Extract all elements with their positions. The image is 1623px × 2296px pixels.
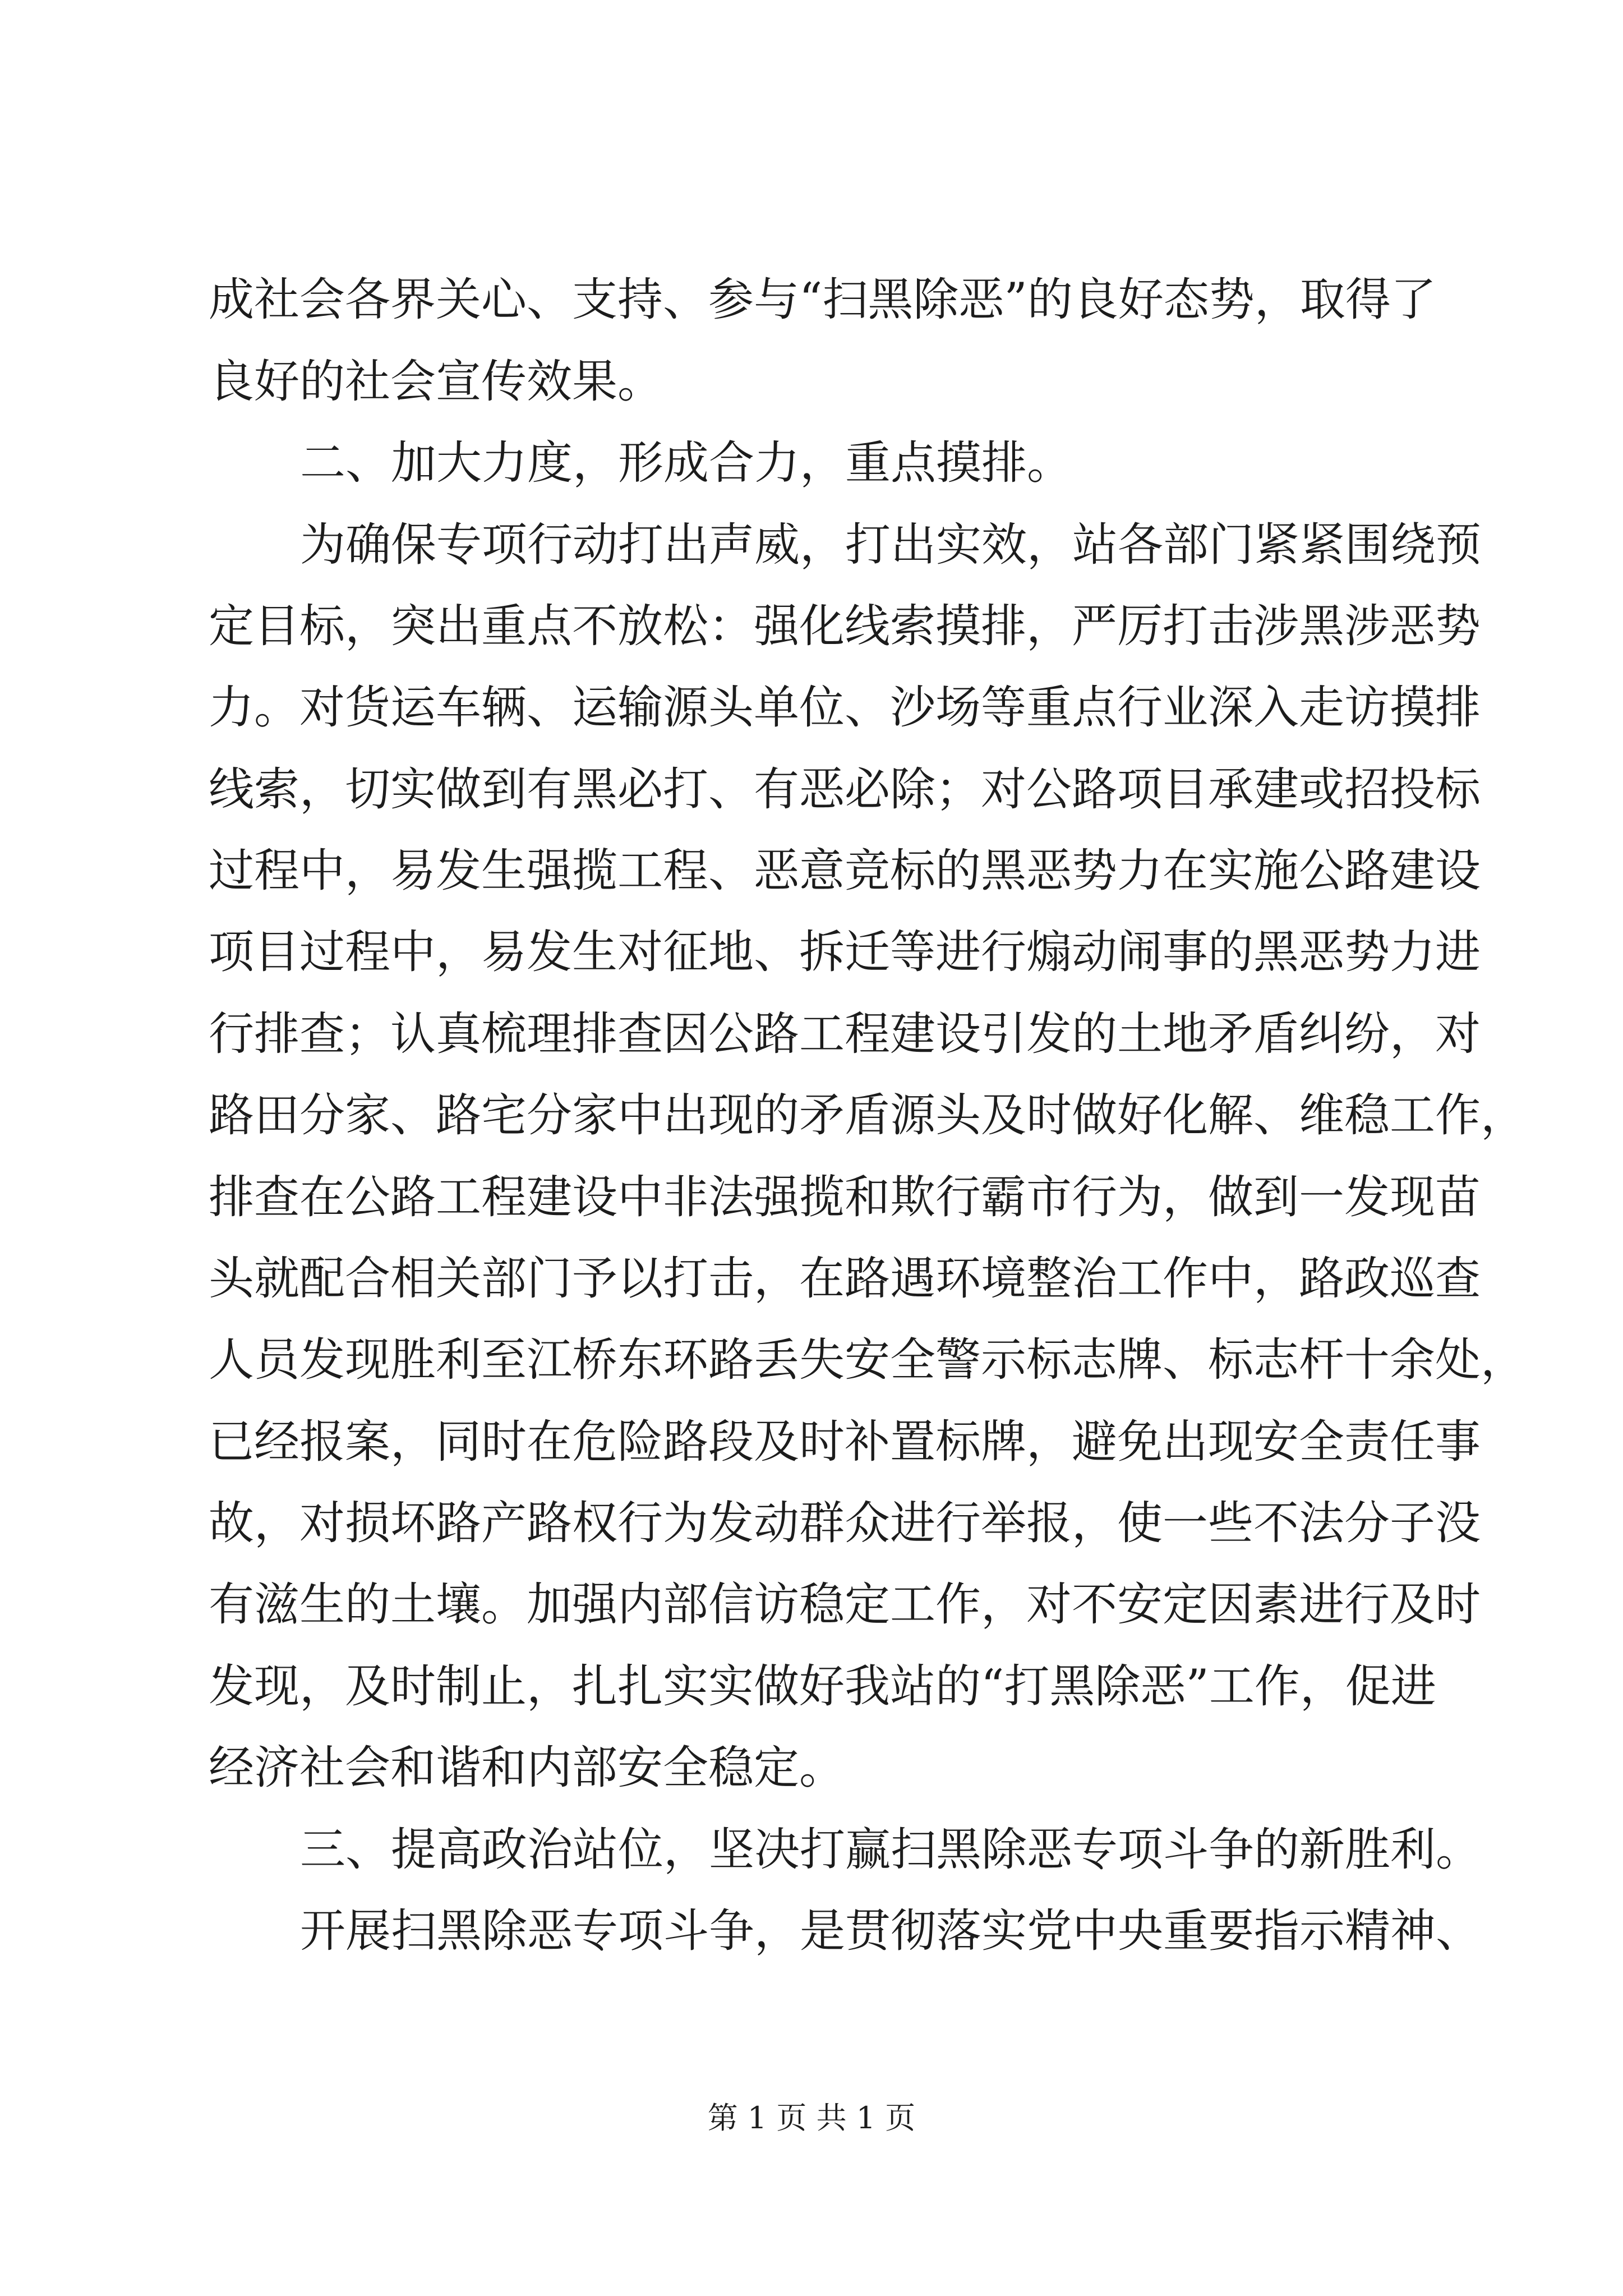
paragraph-line: 过程中，易发生强揽工程、恶意竞标的黑恶势力在实施公路建设 [209,845,1481,898]
paragraph-line: 排查在公路工程建设中非法强揽和欺行霸市行为，做到一发现苗 [209,1171,1481,1224]
paragraph-line: 成社会各界关心、支持、参与“扫黑除恶”的良好态势，取得了 [209,274,1436,326]
paragraph-line: 路田分家、路宅分家中出现的矛盾源头及时做好化解、维稳工作， [209,1089,1527,1142]
paragraph-line: 发现，及时制止，扎扎实实做好我站的“打黑除恶”工作，促进 [209,1660,1436,1713]
paragraph-line: 良好的社会宣传效果。 [209,356,663,408]
paragraph-line: 已经报案，同时在危险路段及时补置标牌，避免出现安全责任事 [209,1416,1481,1469]
paragraph-line: 经济社会和谐和内部安全稳定。 [209,1742,845,1795]
paragraph-line: 行排查；认真梳理排查因公路工程建设引发的土地矛盾纠纷，对 [209,1008,1481,1061]
paragraph-line: 人员发现胜利至江桥东环路丢失安全警示标志牌、标志杆十余处， [209,1334,1527,1387]
page-footer: 第 1 页 共 1 页 [707,2100,916,2136]
paragraph-line: 头就配合相关部门予以打击，在路遇环境整治工作中，路政巡查 [209,1253,1481,1305]
paragraph-line: 故，对损坏路产路权行为发动群众进行举报，使一些不法分子没 [209,1497,1481,1550]
section-heading: 三、提高政治站位，坚决打赢扫黑除恶专项斗争的新胜利。 [300,1824,1482,1876]
paragraph-line: 开展扫黑除恶专项斗争，是贯彻落实党中央重要指示精神、 [300,1905,1482,1958]
paragraph-line: 为确保专项行动打出声威，打出实效，站各部门紧紧围绕预 [300,519,1482,572]
paragraph-line: 有滋生的土壤。加强内部信访稳定工作，对不安定因素进行及时 [209,1579,1481,1631]
paragraph-line: 线索，切实做到有黑必打、有恶必除；对公路项目承建或招投标 [209,763,1481,816]
paragraph-line: 力。对货运车辆、运输源头单位、沙场等重点行业深入走访摸排 [209,682,1481,734]
section-heading: 二、加大力度，形成合力，重点摸排。 [300,437,1073,490]
paragraph-line: 项目过程中，易发生对征地、拆迁等进行煽动闹事的黑恶势力进 [209,926,1481,979]
paragraph-line: 定目标，突出重点不放松：强化线索摸排，严厉打击涉黑涉恶势 [209,600,1481,653]
